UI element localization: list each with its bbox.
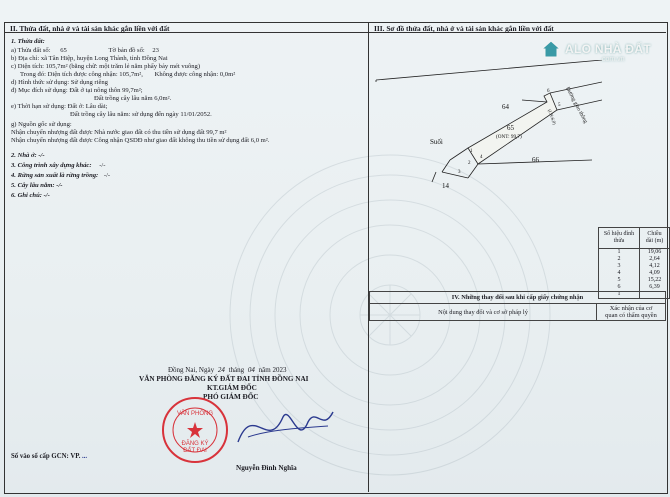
vertex-id: 3 (599, 263, 640, 270)
stamp-text-mid: ĐĂNG KÝ (181, 441, 209, 447)
vertex-length: 19,06 (639, 249, 669, 257)
vertex-id: 5 (599, 277, 640, 284)
vertex-length: 4,09 (639, 270, 669, 277)
handwritten-signature (228, 392, 338, 462)
table-row (599, 249, 670, 257)
plot-number-value: 65 (60, 47, 67, 54)
plot-sketch-map (372, 60, 602, 220)
vertex-id: 1 (599, 291, 640, 299)
cert-register-value: ... (82, 453, 88, 460)
sign-month: 04 (247, 366, 255, 374)
plot-number-label: a) Thửa đất số: (11, 47, 51, 54)
vertex-4-label: 4 (480, 155, 483, 160)
cert-register-row (11, 453, 87, 461)
road-label: Đường giao thông (564, 86, 589, 125)
section-ii-heading: II. Thửa đất, nhà ở và tài sản khác gắn liền với đất (10, 24, 170, 33)
office-name: VĂN PHÒNG ĐĂNG KÝ ĐẤT ĐAI TỈNH ĐỒNG NAI (139, 375, 309, 383)
area-not-recognized: Không được công nhận: 0,0m² (154, 71, 236, 78)
plot-sub-label: (ONT: 99,7) (496, 134, 522, 140)
sign-place: Đồng Nai, Ngày (168, 366, 215, 374)
origin-line-1: Nhận chuyển nhượng đất được Nhà nước giao đất có thu tiền sử dụng đất 99,7 m² (11, 129, 227, 136)
column-divider (368, 22, 369, 492)
cert-register-label: Số vào sổ cấp GCN: VP. (11, 453, 81, 460)
plot-number-label-map: 65 (507, 124, 514, 132)
vertex-length: 2,64 (639, 256, 669, 263)
other-construction-value: -/- (99, 162, 106, 169)
director-on-behalf: KT.GIÁM ĐỐC (207, 384, 257, 392)
official-red-stamp (160, 395, 230, 465)
stamp-text-top: VĂN PHÒNG (176, 411, 214, 417)
neighbor-66-label: 66 (532, 156, 539, 164)
vertex-1-label: 1 (470, 149, 473, 154)
map-sheet-value: 23 (152, 47, 159, 54)
vertex-length: 15,22 (639, 277, 669, 284)
vertex-6-label: 6 (547, 89, 550, 94)
changes-confirm-header (597, 304, 666, 321)
table-row (599, 270, 670, 277)
changes-title: IV. Những thay đổi sau khi cấp giấy chứng nhận (370, 292, 666, 304)
col-length-header: Chiều dài (m) (639, 228, 669, 249)
origin-line-2: Nhận chuyển nhượng đất được Công nhận QSDĐ như giao đất không thu tiền sử dụng đất 6,0 m². (11, 137, 270, 144)
deputy-director: PHÓ GIÁM ĐỐC (203, 393, 259, 401)
other-construction-label: 3. Công trình xây dựng khác: (11, 162, 92, 169)
neighbor-64-label: 64 (502, 103, 509, 111)
signer-name: Nguyễn Đình Nghĩa (236, 464, 297, 472)
changes-confirm-line-2: quan có thẩm quyền (605, 312, 657, 319)
watermark-domain: .com.vn (600, 56, 625, 63)
changes-confirm-line-1: Xác nhận của cơ (609, 305, 653, 312)
sign-year: năm 2023 (258, 366, 287, 374)
usage-term-line-2: Đất trồng cây lâu năm: sử dụng đến ngày 11/01/2052. (70, 111, 212, 118)
usage-purpose-line: đ) Mục đích sử dụng: Đất ở tại nông thôn 99,7m²; (11, 87, 143, 94)
stamp-text-bot: ĐẤT ĐAI (183, 448, 207, 454)
changes-table (369, 291, 666, 321)
map-sheet-label: Tờ bản đồ số: (108, 47, 145, 54)
vertex-3-label: 3 (458, 170, 461, 175)
vertex-2-label: 2 (468, 161, 471, 166)
house-line: 2. Nhà ở: -/- (11, 152, 45, 159)
sign-month-label: tháng (228, 366, 245, 374)
vertex-length: 4,12 (639, 263, 669, 270)
forest-row (11, 172, 110, 180)
forest-value: -/- (103, 172, 111, 179)
side-ln-label: (LN:6,0) (547, 108, 558, 126)
land-plot-subheading: 1. Thửa đất: (11, 38, 45, 45)
section-iii-heading: III. Sơ đồ thửa đất, nhà ở và tài sản khác gắn liền với đất (374, 24, 554, 33)
corner-14-label: 14 (442, 182, 449, 190)
stream-label: Suối (430, 138, 443, 146)
vertex-length: 6,39 (639, 284, 669, 291)
vertex-id: 4 (599, 270, 640, 277)
house-icon (540, 38, 562, 60)
vertex-id: 6 (599, 284, 640, 291)
col-vertex-header: Số hiệu đỉnh thửa (599, 228, 640, 249)
vertex-id: 2 (599, 256, 640, 263)
usage-term-line: e) Thời hạn sử dụng: Đất ở: Lâu dài; (11, 103, 108, 110)
origin-label: g) Nguồn gốc sử dụng: (11, 121, 72, 128)
other-construction-row (11, 162, 105, 170)
table-row (599, 284, 670, 291)
table-row (599, 256, 670, 263)
area-detail-row (20, 71, 235, 79)
forest-label: 4. Rừng sản xuất là rừng trồng: (11, 172, 99, 179)
plot-number-row (11, 47, 159, 55)
note-line: 6. Ghi chú: -/- (11, 192, 50, 199)
area-line: c) Diện tích: 105,7m² (bằng chữ: một trăm lẻ năm phẩy bảy mét vuông) (11, 63, 201, 70)
watermark-brand: ALO NHÀ ĐẤT (565, 42, 651, 56)
sign-date-row (168, 366, 286, 374)
area-recognized: Trong đó: Diện tích được công nhận: 105,7m², (20, 71, 143, 78)
vertex-id: 1 (599, 249, 640, 257)
changes-content-header: Nội dung thay đổi và cơ sở pháp lý (370, 304, 597, 321)
usage-purpose-line-2: Đất trồng cây lâu năm 6,0m². (94, 95, 172, 102)
perennial-line: 5. Cây lâu năm: -/- (11, 182, 63, 189)
usage-form-line: d) Hình thức sử dụng: Sử dụng riêng (11, 79, 108, 86)
vertex-length-table (598, 227, 670, 299)
table-row (599, 277, 670, 284)
table-row (599, 263, 670, 270)
address-line: b) Địa chỉ: xã Tân Hiệp, huyện Long Thành, tỉnh Đồng Nai (11, 55, 168, 62)
vertex-5-label: 5 (558, 103, 561, 108)
sign-day: 24 (217, 366, 225, 374)
